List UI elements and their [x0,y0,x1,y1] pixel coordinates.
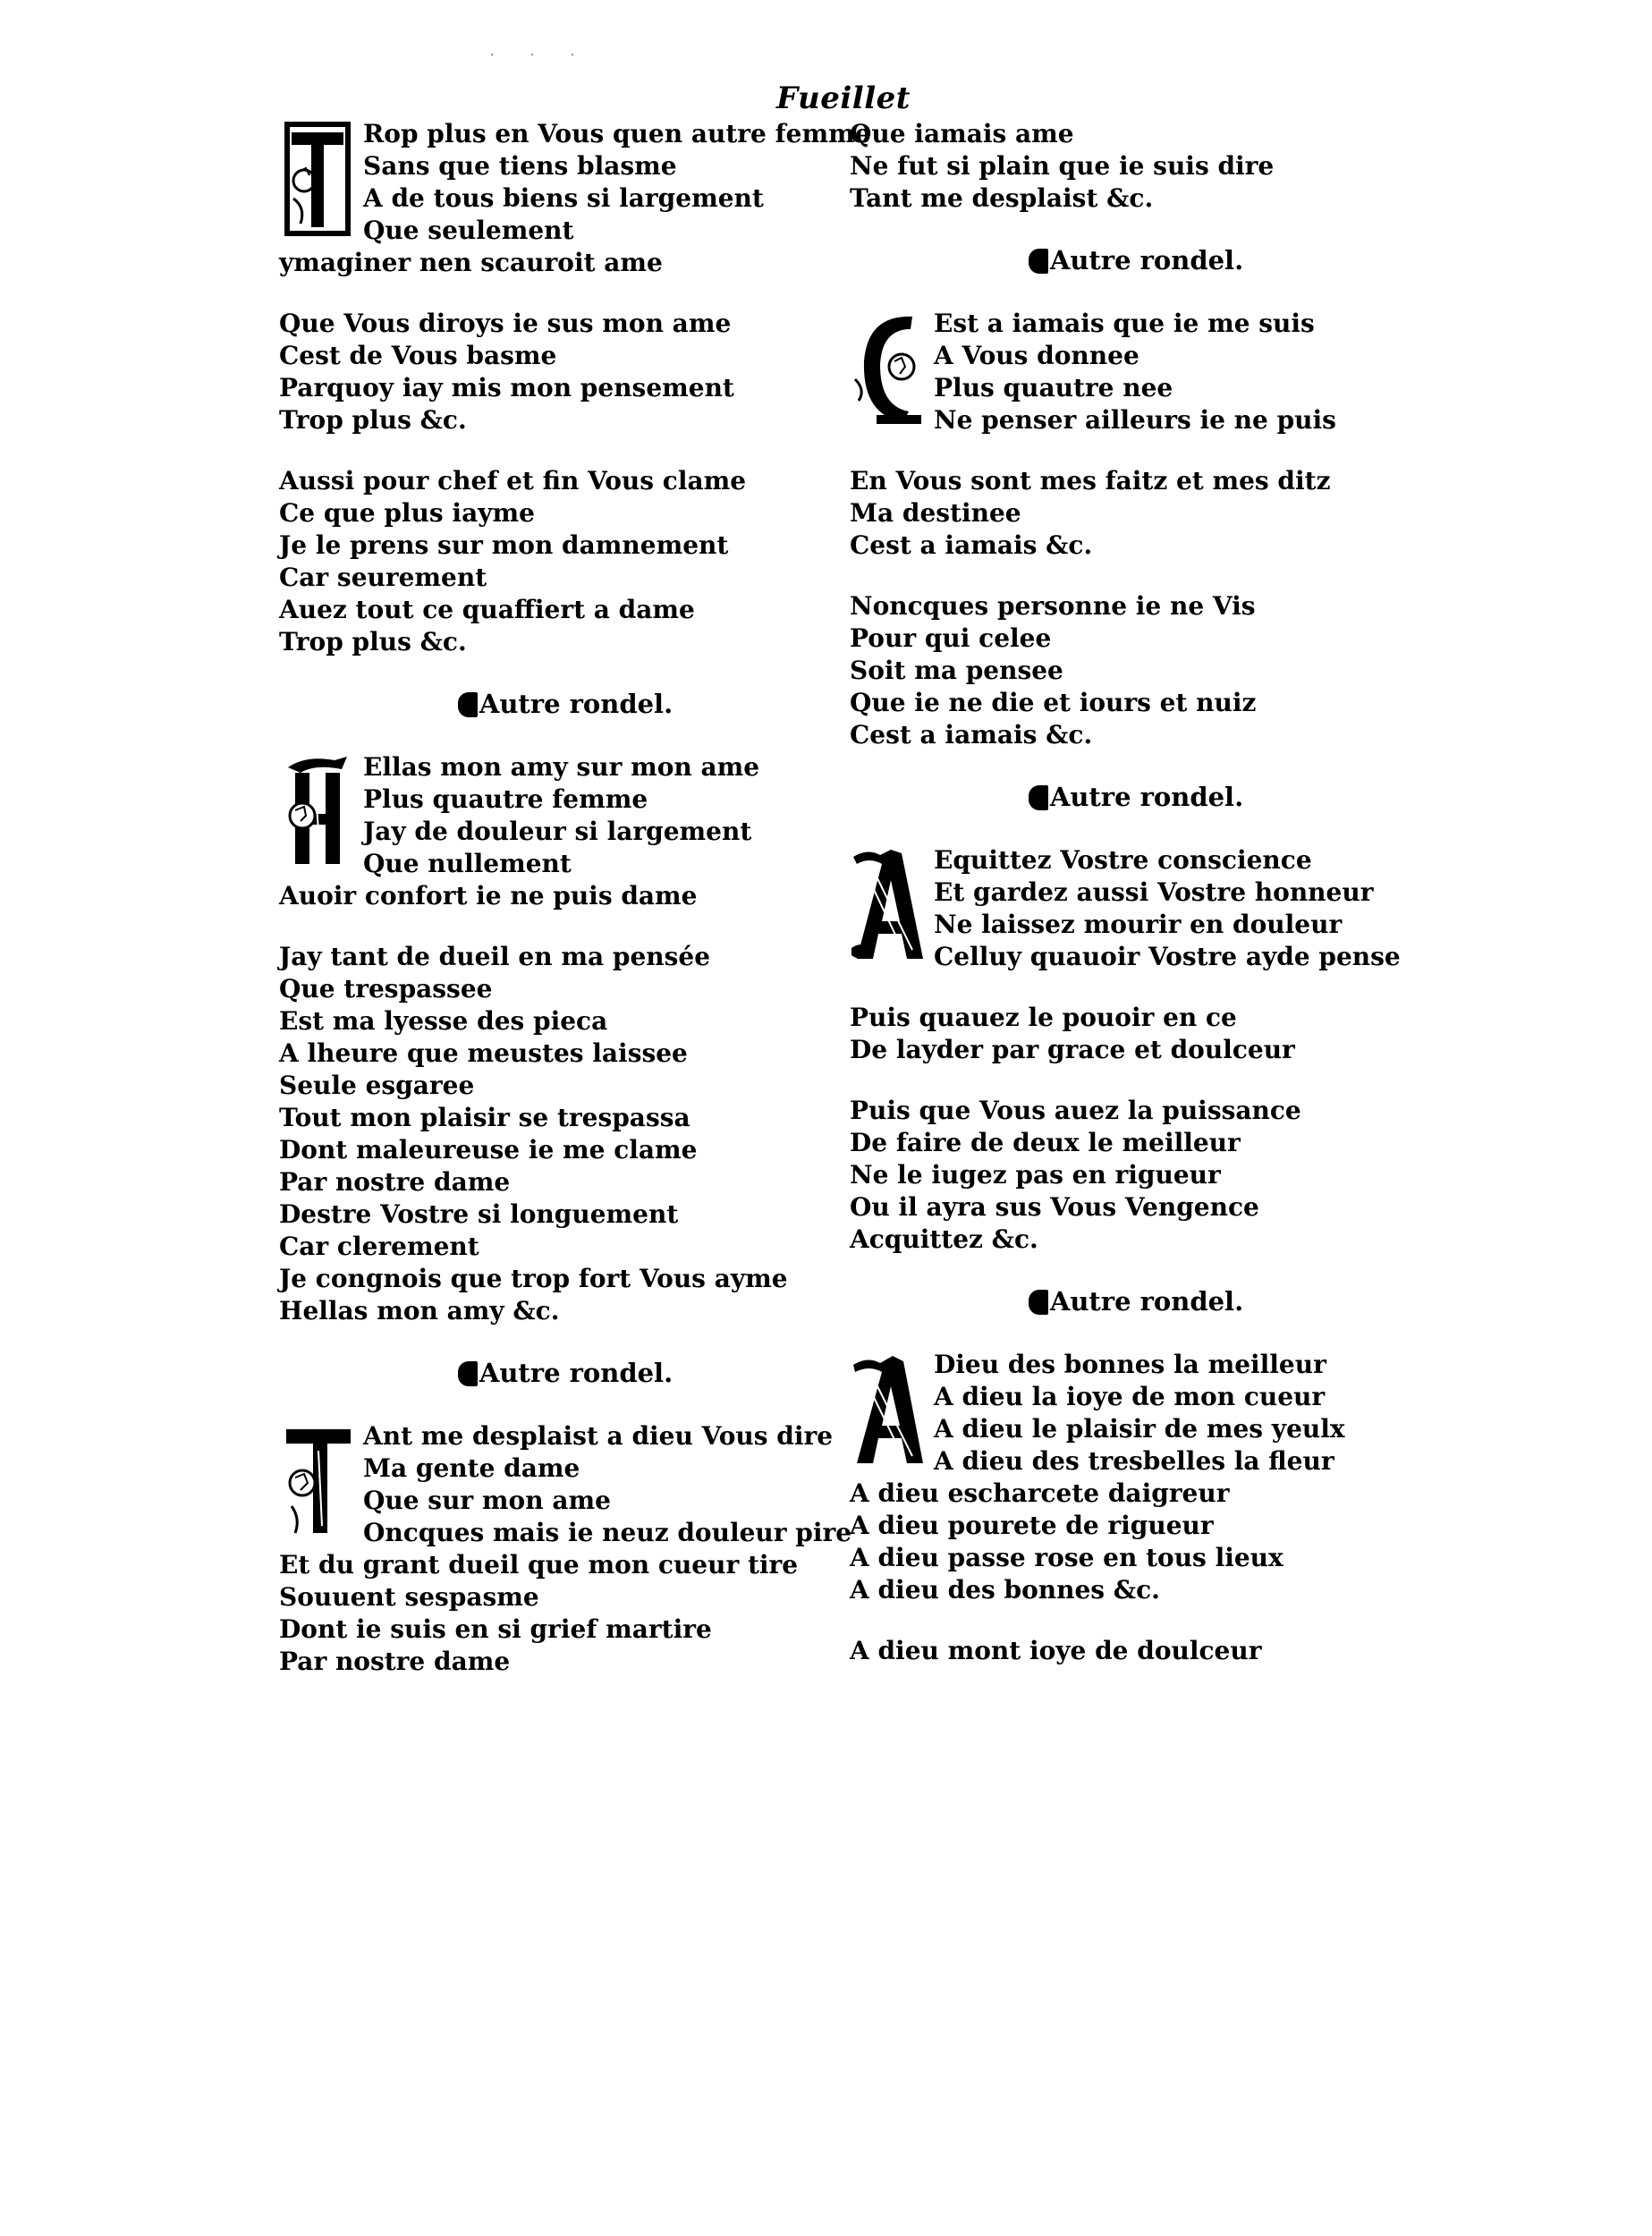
verse-line: Ant me desplaist a dieu Vous dire [363,1421,834,1451]
verse-line: A dieu des bonnes &c. [850,1575,1160,1605]
drop-lines [363,751,759,880]
rondel-heading [279,1356,851,1390]
verse-line: Auez tout ce quaffiert a dame [279,595,695,624]
verse-line: Plus quautre femme [363,784,648,814]
verse-line: Hellas mon amy &c. [279,1296,560,1326]
verse-line: Pour qui celee [850,623,1052,653]
verse-line: Ne fut si plain que ie suis dire [850,151,1275,181]
verse-line: A dieu passe rose en tous lieux [850,1543,1283,1572]
verse-line: Plus quautre nee [934,373,1173,402]
drop-lines [934,844,1401,973]
pilcrow-icon [458,692,478,717]
verse-line: Jay de douleur si largement [363,817,752,846]
verse-line: Je le prens sur mon damnement [279,530,729,560]
verse-line: Jay tant de dueil en ma pensée [279,942,711,971]
pilcrow-icon [1029,1290,1048,1315]
verse-line: Tout mon plaisir se trespassa [279,1103,690,1132]
verse-line: Car clerement [279,1232,479,1261]
pilcrow-icon [458,1361,478,1386]
verse-line: Est ma lyesse des pieca [279,1006,608,1036]
pilcrow-icon [1029,785,1048,810]
verse-line: Cest a iamais &c. [850,720,1093,750]
verse-line: Car seurement [279,563,487,592]
verse-line: Trop plus &c. [279,405,467,435]
verse-line: De faire de deux le meilleur [850,1128,1241,1157]
verse-line: A de tous biens si largement [363,183,764,213]
drop-cap-block [850,1349,1422,1478]
verse-line: Oncques mais ie neuz douleur pire [363,1518,852,1547]
drop-cap-block [279,118,871,247]
drop-lines [363,118,871,247]
verse-line: A dieu escharcete daigreur [850,1478,1230,1508]
verse-line: Equittez Vostre conscience [934,845,1312,875]
poem-left-1 [279,118,871,279]
decorated-initial-t-icon [279,118,356,240]
verse-line: Par nostre dame [279,1167,511,1197]
verse-line: Que trespassee [279,974,493,1004]
stanza [279,465,851,658]
stanza [279,308,851,436]
poem-left-3 [279,1420,851,1678]
verse-line: A dieu pourete de rigueur [850,1511,1214,1540]
stanza [850,1095,1422,1256]
verse-line: Que nullement [363,849,572,878]
verse-line: Parquoy iay mis mon pensement [279,373,734,402]
decorated-initial-t-icon [279,1420,356,1542]
verse-line: Aussi pour chef et fin Vous clame [279,466,747,495]
verse-line: Noncques personne ie ne Vis [850,591,1256,621]
verse-line: Et gardez aussi Vostre honneur [934,877,1374,907]
verse-line: A Vous donnee [934,341,1139,370]
verse-line: Ma destinee [850,498,1021,528]
drop-cap-block [850,308,1422,436]
decorated-initial-a-icon [850,1349,927,1470]
verse-line: A dieu des tresbelles la fleur [934,1446,1334,1476]
decorated-initial-h-icon [279,751,356,873]
verse-line: Ellas mon amy sur mon ame [363,752,760,782]
verse-line: Rop plus en Vous quen autre femme [363,119,871,148]
verse-line: A dieu le plaisir de mes yeulx [934,1414,1345,1444]
stanza [850,1635,1422,1667]
rondel-heading [279,687,851,721]
poem-left-2 [279,751,851,912]
verse-line: A lheure que meustes laissee [279,1038,688,1068]
heading-text: Autre rondel. [1049,245,1244,275]
rondel-heading [850,1284,1422,1318]
verse-line: Et du grant dueil que mon cueur tire [279,1550,799,1580]
drop-cap-block [279,1420,851,1549]
verse-line: De layder par grace et doulceur [850,1035,1295,1064]
heading-text: Autre rondel. [479,689,674,719]
verse-line: A dieu la ioye de mon cueur [934,1382,1326,1411]
verse-line: Cest de Vous basme [279,341,557,370]
verse-line: Sans que tiens blasme [363,151,677,181]
verse-line: Je congnois que trop fort Vous ayme [279,1264,788,1293]
verse-line: Puis que Vous auez la puissance [850,1096,1301,1125]
stanza [850,590,1422,751]
verse-line: Que Vous diroys ie sus mon ame [279,309,732,338]
verse-line: Ma gente dame [363,1453,580,1483]
rondel-heading [850,243,1422,277]
heading-text: Autre rondel. [479,1358,674,1388]
verse-line: Ce que plus iayme [279,498,535,528]
verse-line: Puis quauez le pouoir en ce [850,1003,1237,1032]
verse-line: Celluy quauoir Vostre ayde pense [934,942,1401,971]
verse-line: Ne le iugez pas en rigueur [850,1160,1221,1190]
poem-right-1 [850,308,1422,436]
verse-line: Dont ie suis en si grief martire [279,1614,712,1644]
poem-right-3 [850,1349,1422,1606]
stanza [850,465,1422,562]
folio-heading: Fueillet [776,80,911,116]
decorated-initial-c-icon [850,308,927,429]
drop-lines [363,1420,851,1549]
heading-text: Autre rondel. [1049,1286,1244,1317]
verse-line: Que ie ne die et iours et nuiz [850,688,1257,717]
verse-line: Par nostre dame [279,1647,511,1676]
verse-line: Ne laissez mourir en douleur [934,910,1343,939]
verse-line: Seule esgaree [279,1071,475,1100]
right-column [850,118,1422,1696]
drop-cap-block [279,751,851,880]
stanza [279,941,851,1327]
drop-lines [934,308,1336,436]
verse-line: En Vous sont mes faitz et mes ditz [850,466,1331,495]
left-column [279,118,871,1707]
stanza [850,1002,1422,1066]
verse-line: Dont maleureuse ie me clame [279,1135,698,1165]
drop-lines [934,1349,1345,1478]
drop-cap-block [850,844,1422,973]
verse-line: Que sur mon ame [363,1486,611,1515]
verse-line: Que seulement [363,216,574,245]
pilcrow-icon [1029,249,1048,274]
verse-line: Dieu des bonnes la meilleur [934,1350,1326,1379]
verse-line: Cest a iamais &c. [850,530,1093,560]
verse-line: Destre Vostre si longuement [279,1199,679,1229]
verse-line: Acquittez &c. [850,1224,1038,1254]
decorated-initial-a-icon [850,844,927,966]
rondel-heading [850,780,1422,814]
verse-line: Ne penser ailleurs ie ne puis [934,405,1336,435]
verse-line: Est a iamais que ie me suis [934,309,1315,338]
verse-line: Ou il ayra sus Vous Vengence [850,1192,1259,1222]
verse-line: ymaginer nen scauroit ame [279,248,663,277]
verse-line: Auoir confort ie ne puis dame [279,881,698,910]
verse-line: Tant me desplaist &c. [850,183,1154,213]
page-specks: · · · [490,48,591,63]
stanza [850,118,1422,215]
verse-line: Soit ma pensee [850,656,1063,685]
heading-text: Autre rondel. [1049,782,1244,812]
verse-line: Que iamais ame [850,119,1074,148]
verse-line: Trop plus &c. [279,627,467,656]
verse-line: A dieu mont ioye de doulceur [850,1636,1262,1665]
poem-right-2 [850,844,1422,973]
verse-line: Souuent sespasme [279,1582,539,1612]
